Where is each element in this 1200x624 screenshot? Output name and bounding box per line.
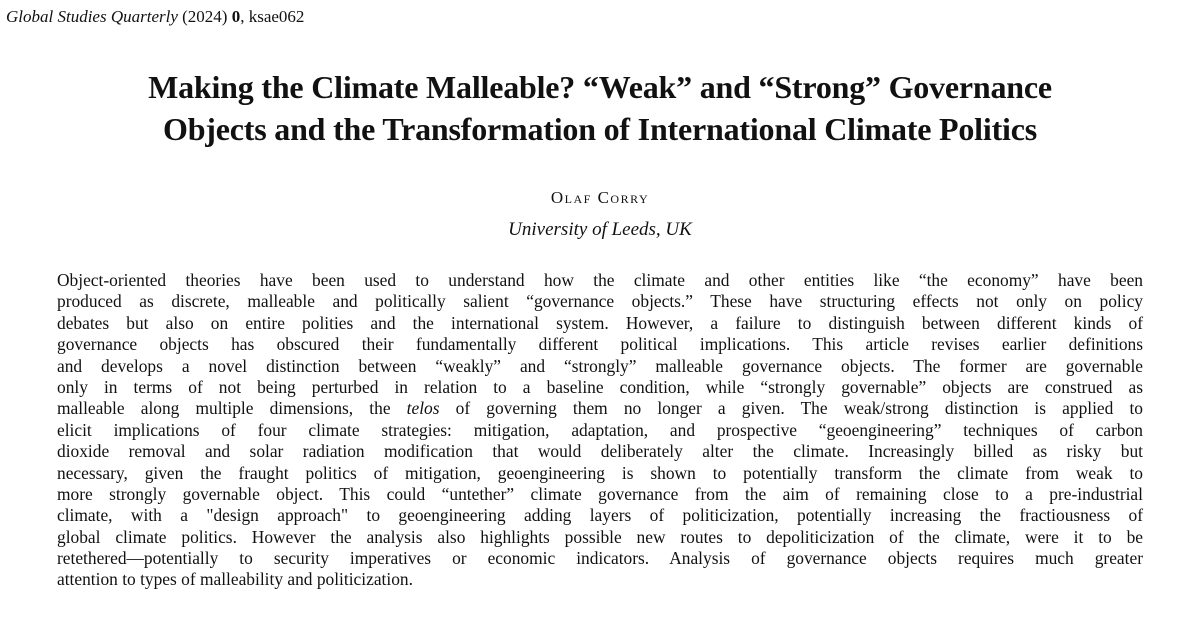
abstract-line: retethered—potentially to security imperatives or economic indicators. Analysis of governance objects requires much greater — [57, 548, 1143, 569]
author-name: Olaf Corry — [550, 188, 650, 207]
abstract-italic-telos: telos — [406, 398, 440, 419]
abstract-line: attention to types of malleability and politicization. — [57, 569, 413, 590]
abstract-line: Object-oriented theories have been used to understand how the climate and other entities like “the economy” have been — [57, 270, 1143, 290]
publication-year: (2024) — [182, 7, 228, 26]
author-affiliation: University of Leeds, UK — [508, 219, 692, 240]
article-title — [20, 66, 1180, 150]
abstract — [57, 270, 1143, 591]
title-line-1: Making the Climate Malleable? “Weak” and “Strong” Governance — [148, 69, 1052, 105]
abstract-line: only in terms of not being perturbed in relation to a baseline condition, while “strongly governable” objects are construed as — [57, 376, 1143, 397]
abstract-text: malleable along multiple dimensions, the — [57, 398, 407, 419]
volume-number: 0 — [231, 7, 241, 26]
abstract-text: of governing them no longer a given. The weak/strong distinction is applied to — [439, 398, 1143, 419]
abstract-line: produced as discrete, malleable and politically salient “governance objects.” These have structuring effects not only on policy — [57, 291, 1143, 312]
abstract-line: debates but also on entire polities and the international system. However, a failure to distinguish between different kinds of — [57, 312, 1143, 333]
title-line-2: Objects and the Transformation of International Climate Politics — [163, 111, 1037, 147]
abstract-line: necessary, given the fraught politics of mitigation, geoengineering is shown to potentially transform the climate from weak to — [57, 462, 1143, 483]
abstract-line: elicit implications of four climate strategies: mitigation, adaptation, and prospective “geoengineering” techniques of carbon — [57, 419, 1143, 440]
article-id: , ksae062 — [240, 7, 305, 26]
abstract-line: climate, with a "design approach" to geoengineering adding layers of politicization, potentially increasing the fractiousness of — [57, 505, 1143, 526]
running-head — [6, 6, 304, 28]
journal-name: Global Studies Quarterly — [6, 7, 178, 26]
abstract-line: and develops a novel distinction between “weakly” and “strongly” malleable governance objects. The former are governable — [57, 355, 1143, 376]
abstract-line: governance objects has obscured their fundamentally different political implications. This article revises earlier definitions — [57, 334, 1143, 355]
abstract-line: dioxide removal and solar radiation modification that would deliberately alter the climate. Increasingly billed as risky but — [57, 441, 1143, 462]
abstract-line: global climate politics. However the analysis also highlights possible new routes to depoliticization of the climate, were it to be — [57, 526, 1143, 547]
abstract-line: more strongly governable object. This could “untether” climate governance from the aim of remaining close to a pre-industrial — [57, 483, 1143, 504]
abstract-line — [57, 398, 1143, 419]
